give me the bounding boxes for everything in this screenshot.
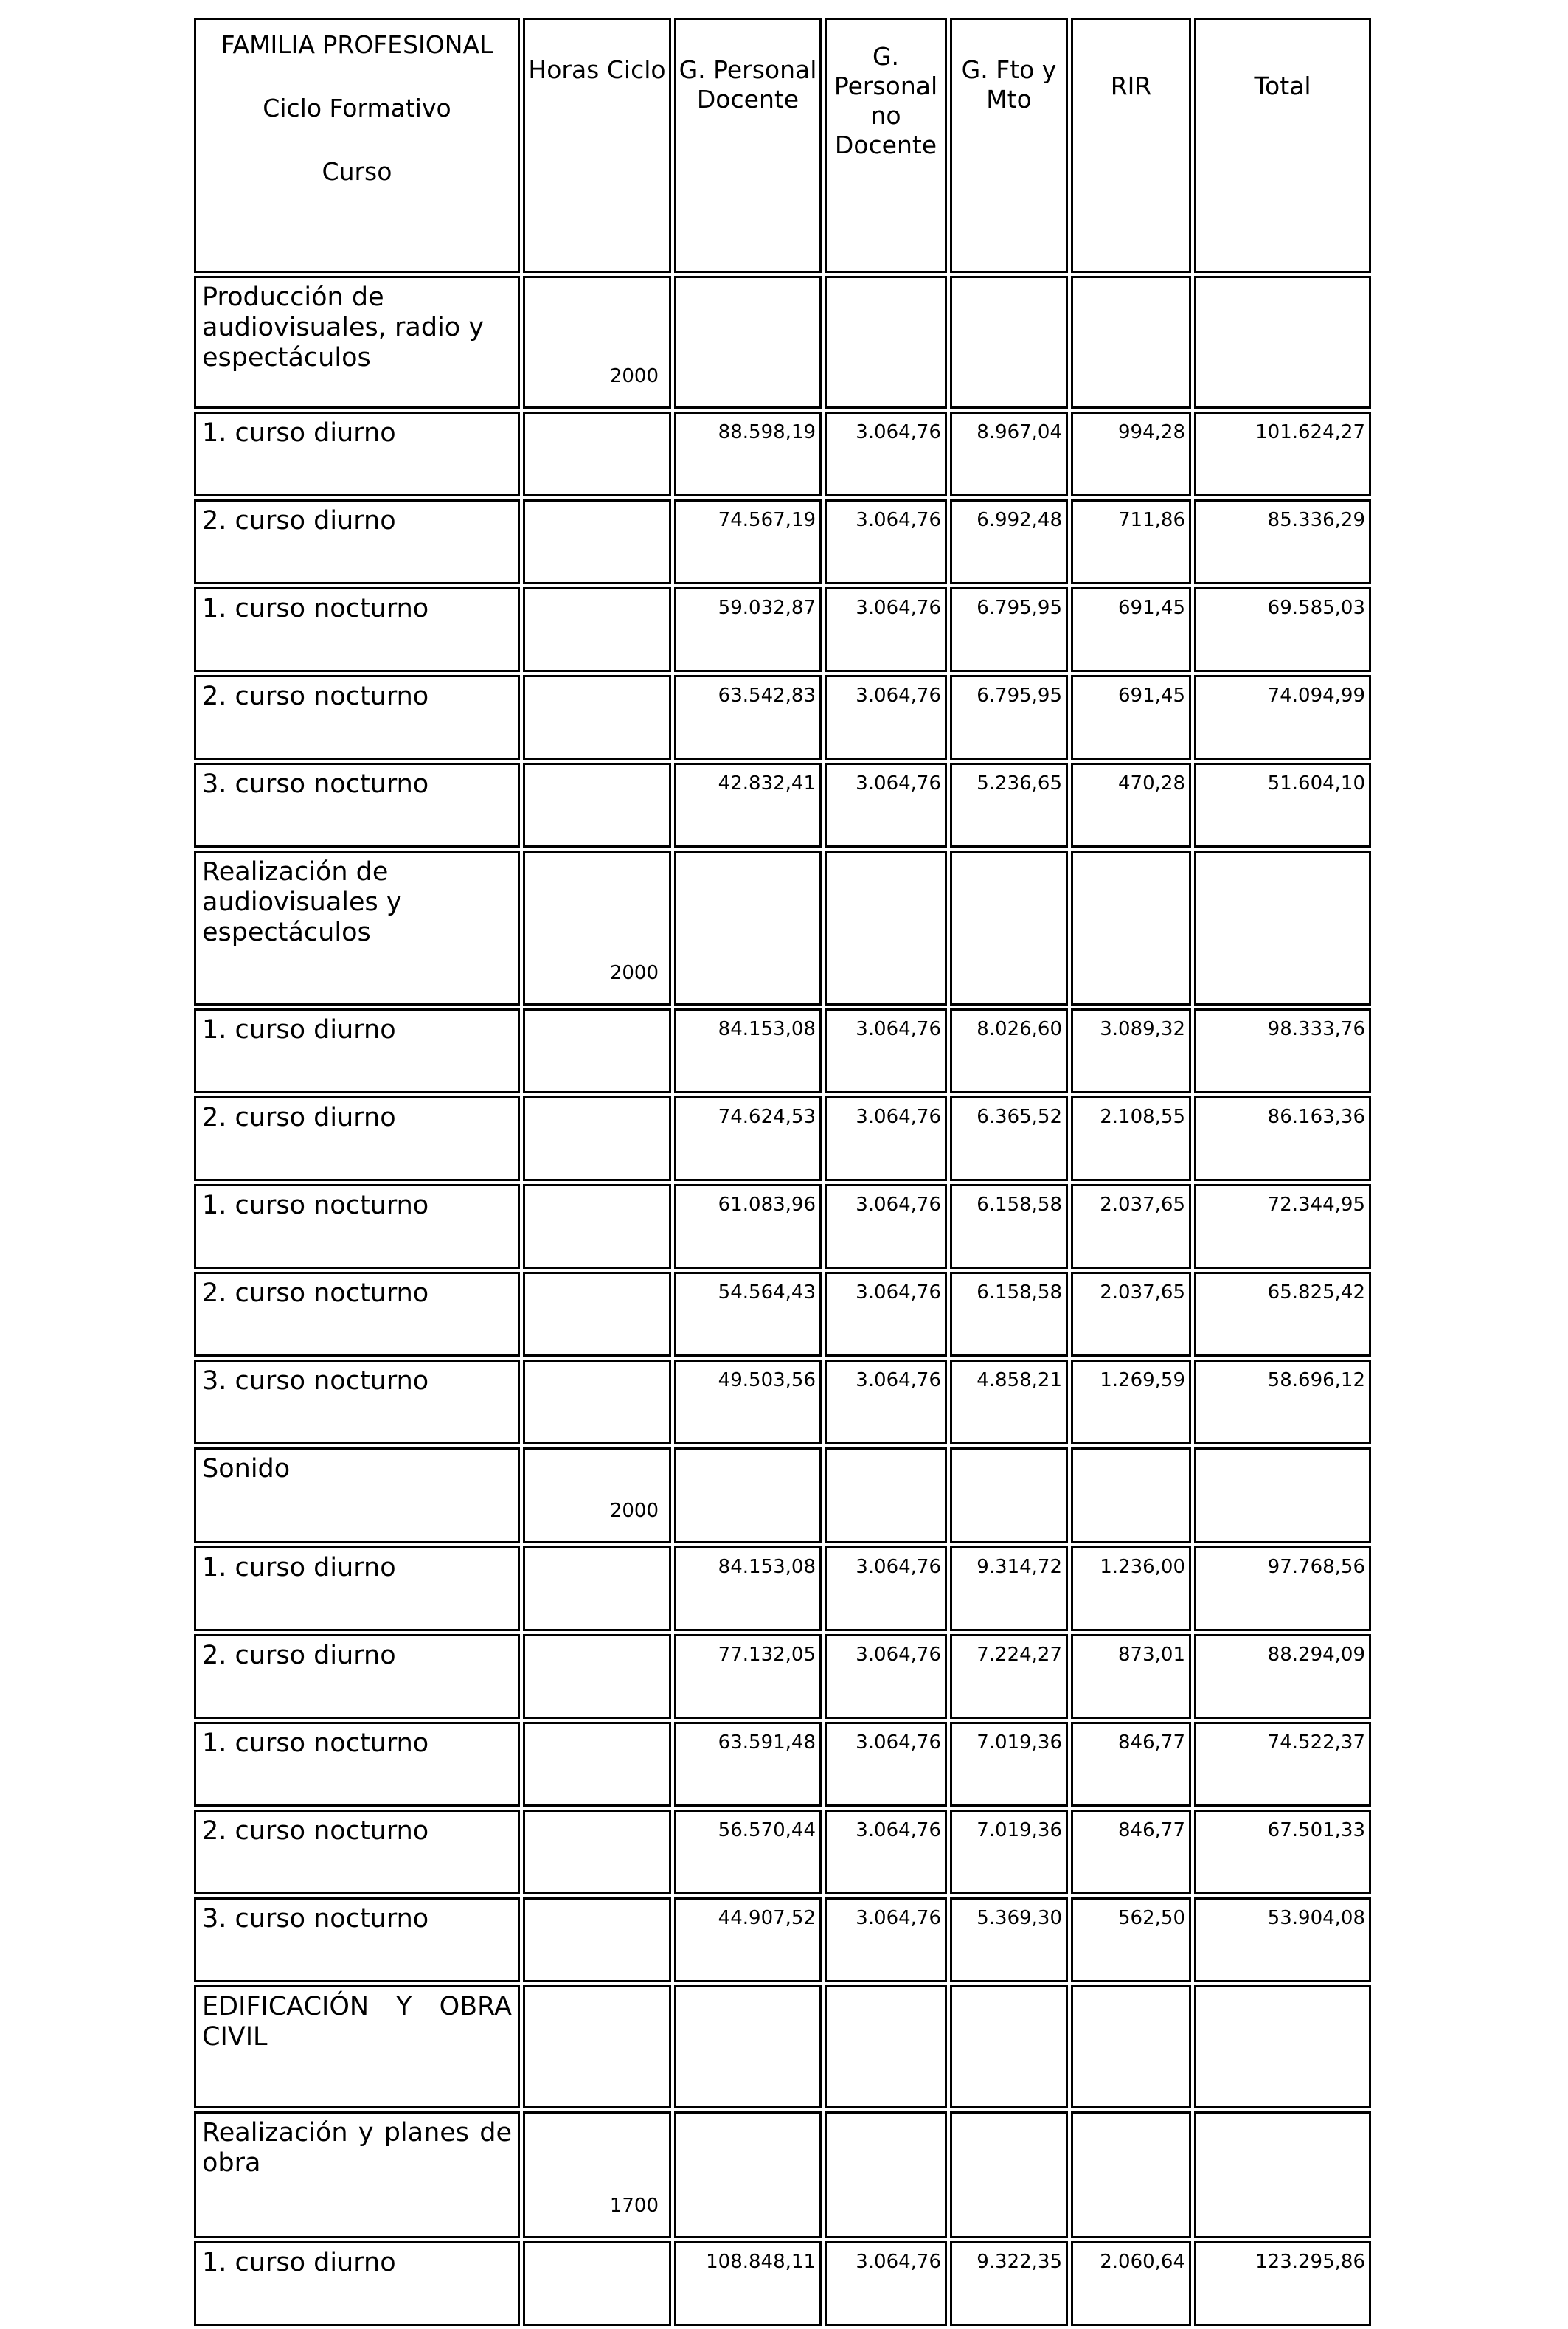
- total-value: 65.825,42: [1194, 1272, 1371, 1357]
- rir-value: 873,01: [1071, 1634, 1191, 1719]
- g-personal-docente-cell: [674, 1985, 822, 2108]
- course-name: 1. curso nocturno: [194, 587, 520, 672]
- total-value: 98.333,76: [1194, 1008, 1371, 1093]
- g-fto-mto-value: 6.158,58: [950, 1272, 1068, 1357]
- g-personal-no-docente-value: 3.064,76: [825, 1810, 947, 1894]
- g-personal-docente-value: 84.153,08: [674, 1008, 822, 1093]
- course-name: 3. curso nocturno: [194, 1360, 520, 1444]
- total-value: 101.624,27: [1194, 412, 1371, 496]
- g-personal-no-docente-value: 3.064,76: [825, 1634, 947, 1719]
- horas-value: 1700: [523, 2111, 671, 2238]
- total-value: 53.904,08: [1194, 1897, 1371, 1982]
- g-personal-no-docente-value: 3.064,76: [825, 1272, 947, 1357]
- g-personal-no-docente-cell: [825, 1447, 947, 1543]
- g-fto-mto-cell: [950, 1447, 1068, 1543]
- course-name: 1. curso diurno: [194, 1008, 520, 1093]
- horas-cell: [523, 1184, 671, 1269]
- course-name: 2. curso nocturno: [194, 675, 520, 760]
- g-personal-docente-cell: [674, 276, 822, 409]
- table-row: [194, 1897, 1371, 1982]
- course-name: 1. curso nocturno: [194, 1722, 520, 1807]
- header-familia: FAMILIA PROFESIONAL: [221, 30, 493, 59]
- g-personal-no-docente-cell: [825, 2111, 947, 2238]
- family-name: EDIFICACIÓN Y OBRA CIVIL: [194, 1985, 520, 2108]
- g-personal-docente-cell: [674, 851, 822, 1006]
- g-personal-no-docente-value: 3.064,76: [825, 1184, 947, 1269]
- course-name: 2. curso nocturno: [194, 1810, 520, 1894]
- course-name: 2. curso diurno: [194, 1634, 520, 1719]
- table-row: [194, 1008, 1371, 1093]
- g-fto-mto-value: 8.026,60: [950, 1008, 1068, 1093]
- g-fto-mto-value: 6.795,95: [950, 587, 1068, 672]
- g-personal-docente-value: 74.567,19: [674, 499, 822, 584]
- g-personal-docente-value: 56.570,44: [674, 1810, 822, 1894]
- horas-cell: [523, 499, 671, 584]
- g-fto-mto-value: 7.019,36: [950, 1722, 1068, 1807]
- header-rir: RIR: [1071, 18, 1191, 273]
- horas-cell: [523, 1810, 671, 1894]
- total-value: 86.163,36: [1194, 1096, 1371, 1181]
- rir-value: 994,28: [1071, 412, 1191, 496]
- cycle-name: Realización y planes de obra: [194, 2111, 520, 2238]
- horas-cell: [523, 412, 671, 496]
- rir-value: 846,77: [1071, 1810, 1191, 1894]
- horas-value: 2000: [523, 276, 671, 409]
- course-name: 1. curso nocturno: [194, 1184, 520, 1269]
- cost-table: [191, 15, 1374, 2329]
- g-personal-docente-value: 61.083,96: [674, 1184, 822, 1269]
- rir-value: 691,45: [1071, 587, 1191, 672]
- horas-cell: [523, 2241, 671, 2326]
- header-curso: Curso: [322, 157, 392, 186]
- g-personal-docente-value: 84.153,08: [674, 1546, 822, 1631]
- course-name: 1. curso diurno: [194, 412, 520, 496]
- g-fto-mto-value: 9.322,35: [950, 2241, 1068, 2326]
- g-personal-no-docente-value: 3.064,76: [825, 1360, 947, 1444]
- course-name: 2. curso diurno: [194, 499, 520, 584]
- table-row: [194, 2241, 1371, 2326]
- horas-cell: [523, 1096, 671, 1181]
- horas-cell: [523, 587, 671, 672]
- header-g-personal-docente: G. Personal Docente: [674, 18, 822, 273]
- rir-cell: [1071, 1985, 1191, 2108]
- horas-cell: [523, 1360, 671, 1444]
- rir-cell: [1071, 276, 1191, 409]
- cycle-row: [194, 2111, 1371, 2238]
- cycle-name: Realización de audiovisuales y espectáculos: [194, 851, 520, 1006]
- cycle-row: [194, 1447, 1371, 1543]
- horas-cell: [523, 1272, 671, 1357]
- rir-value: 2.037,65: [1071, 1272, 1191, 1357]
- horas-value: 2000: [523, 1447, 671, 1543]
- g-personal-docente-value: 63.591,48: [674, 1722, 822, 1807]
- rir-value: 1.269,59: [1071, 1360, 1191, 1444]
- g-fto-mto-value: 7.224,27: [950, 1634, 1068, 1719]
- header-total: Total: [1194, 18, 1371, 273]
- g-personal-no-docente-value: 3.064,76: [825, 1546, 947, 1631]
- rir-value: 2.108,55: [1071, 1096, 1191, 1181]
- horas-cell: [523, 1546, 671, 1631]
- g-personal-no-docente-cell: [825, 851, 947, 1006]
- horas-cell: [523, 675, 671, 760]
- rir-value: 3.089,32: [1071, 1008, 1191, 1093]
- rir-value: 2.037,65: [1071, 1184, 1191, 1269]
- g-personal-docente-value: 88.598,19: [674, 412, 822, 496]
- total-value: 69.585,03: [1194, 587, 1371, 672]
- table-row: [194, 499, 1371, 584]
- g-personal-no-docente-value: 3.064,76: [825, 499, 947, 584]
- cycle-name: Producción de audiovisuales, radio y espectáculos: [194, 276, 520, 409]
- g-fto-mto-cell: [950, 276, 1068, 409]
- rir-value: 711,86: [1071, 499, 1191, 584]
- header-familia-cell: [194, 18, 520, 273]
- rir-cell: [1071, 1447, 1191, 1543]
- g-personal-docente-value: 108.848,11: [674, 2241, 822, 2326]
- g-personal-docente-value: 74.624,53: [674, 1096, 822, 1181]
- g-personal-docente-cell: [674, 2111, 822, 2238]
- total-value: 88.294,09: [1194, 1634, 1371, 1719]
- header-horas: Horas Ciclo: [523, 18, 671, 273]
- table-row: [194, 1360, 1371, 1444]
- table-row: [194, 1096, 1371, 1181]
- rir-value: 691,45: [1071, 675, 1191, 760]
- g-personal-docente-value: 54.564,43: [674, 1272, 822, 1357]
- total-cell: [1194, 1985, 1371, 2108]
- total-value: 123.295,86: [1194, 2241, 1371, 2326]
- g-personal-no-docente-value: 3.064,76: [825, 587, 947, 672]
- horas-cell: [523, 763, 671, 848]
- course-name: 2. curso nocturno: [194, 1272, 520, 1357]
- total-value: 74.522,37: [1194, 1722, 1371, 1807]
- table-row: [194, 1546, 1371, 1631]
- family-row: [194, 1985, 1371, 2108]
- table-row: [194, 1722, 1371, 1807]
- g-personal-no-docente-value: 3.064,76: [825, 763, 947, 848]
- g-personal-no-docente-cell: [825, 1985, 947, 2108]
- total-value: 74.094,99: [1194, 675, 1371, 760]
- g-fto-mto-cell: [950, 2111, 1068, 2238]
- header-ciclo: Ciclo Formativo: [263, 94, 451, 122]
- g-personal-docente-cell: [674, 1447, 822, 1543]
- table-body: [194, 276, 1371, 2326]
- total-value: 97.768,56: [1194, 1546, 1371, 1631]
- cycle-row: [194, 276, 1371, 409]
- g-fto-mto-cell: [950, 851, 1068, 1006]
- g-personal-no-docente-value: 3.064,76: [825, 1008, 947, 1093]
- course-name: 2. curso diurno: [194, 1096, 520, 1181]
- total-value: 51.604,10: [1194, 763, 1371, 848]
- total-value: 58.696,12: [1194, 1360, 1371, 1444]
- g-personal-no-docente-value: 3.064,76: [825, 1096, 947, 1181]
- rir-value: 2.060,64: [1071, 2241, 1191, 2326]
- table-row: [194, 1634, 1371, 1719]
- course-name: 1. curso diurno: [194, 2241, 520, 2326]
- header-g-fto-mto: G. Fto y Mto: [950, 18, 1068, 273]
- table-row: [194, 587, 1371, 672]
- rir-cell: [1071, 2111, 1191, 2238]
- g-personal-no-docente-cell: [825, 276, 947, 409]
- horas-cell: [523, 1722, 671, 1807]
- total-value: 72.344,95: [1194, 1184, 1371, 1269]
- table-row: [194, 763, 1371, 848]
- g-personal-docente-value: 77.132,05: [674, 1634, 822, 1719]
- g-fto-mto-value: 5.236,65: [950, 763, 1068, 848]
- total-cell: [1194, 2111, 1371, 2238]
- cycle-row: [194, 851, 1371, 1006]
- rir-value: 846,77: [1071, 1722, 1191, 1807]
- total-cell: [1194, 1447, 1371, 1543]
- total-value: 85.336,29: [1194, 499, 1371, 584]
- g-personal-no-docente-value: 3.064,76: [825, 1897, 947, 1982]
- g-personal-docente-value: 59.032,87: [674, 587, 822, 672]
- g-personal-no-docente-value: 3.064,76: [825, 1722, 947, 1807]
- total-cell: [1194, 276, 1371, 409]
- g-fto-mto-value: 5.369,30: [950, 1897, 1068, 1982]
- rir-value: 470,28: [1071, 763, 1191, 848]
- g-personal-docente-value: 63.542,83: [674, 675, 822, 760]
- g-fto-mto-cell: [950, 1985, 1068, 2108]
- table-row: [194, 1272, 1371, 1357]
- table-row: [194, 1184, 1371, 1269]
- horas-cell: [523, 1634, 671, 1719]
- g-fto-mto-value: 6.795,95: [950, 675, 1068, 760]
- g-fto-mto-value: 6.992,48: [950, 499, 1068, 584]
- horas-cell: [523, 1008, 671, 1093]
- g-personal-no-docente-value: 3.064,76: [825, 675, 947, 760]
- g-personal-no-docente-value: 3.064,76: [825, 2241, 947, 2326]
- g-personal-no-docente-value: 3.064,76: [825, 412, 947, 496]
- g-fto-mto-value: 6.365,52: [950, 1096, 1068, 1181]
- g-personal-docente-value: 42.832,41: [674, 763, 822, 848]
- rir-value: 562,50: [1071, 1897, 1191, 1982]
- g-personal-docente-value: 44.907,52: [674, 1897, 822, 1982]
- course-name: 1. curso diurno: [194, 1546, 520, 1631]
- table-row: [194, 412, 1371, 496]
- course-name: 3. curso nocturno: [194, 1897, 520, 1982]
- g-personal-docente-value: 49.503,56: [674, 1360, 822, 1444]
- horas-value: 2000: [523, 851, 671, 1006]
- g-fto-mto-value: 8.967,04: [950, 412, 1068, 496]
- cycle-name: Sonido: [194, 1447, 520, 1543]
- header-row: [194, 18, 1371, 273]
- g-fto-mto-value: 4.858,21: [950, 1360, 1068, 1444]
- horas-cell: [523, 1897, 671, 1982]
- g-fto-mto-value: 9.314,72: [950, 1546, 1068, 1631]
- course-name: 3. curso nocturno: [194, 763, 520, 848]
- rir-cell: [1071, 851, 1191, 1006]
- header-g-personal-no-docente: G. Personal no Docente: [825, 18, 947, 273]
- total-value: 67.501,33: [1194, 1810, 1371, 1894]
- g-fto-mto-value: 6.158,58: [950, 1184, 1068, 1269]
- horas-value: [523, 1985, 671, 2108]
- table-row: [194, 1810, 1371, 1894]
- g-fto-mto-value: 7.019,36: [950, 1810, 1068, 1894]
- table-row: [194, 675, 1371, 760]
- total-cell: [1194, 851, 1371, 1006]
- rir-value: 1.236,00: [1071, 1546, 1191, 1631]
